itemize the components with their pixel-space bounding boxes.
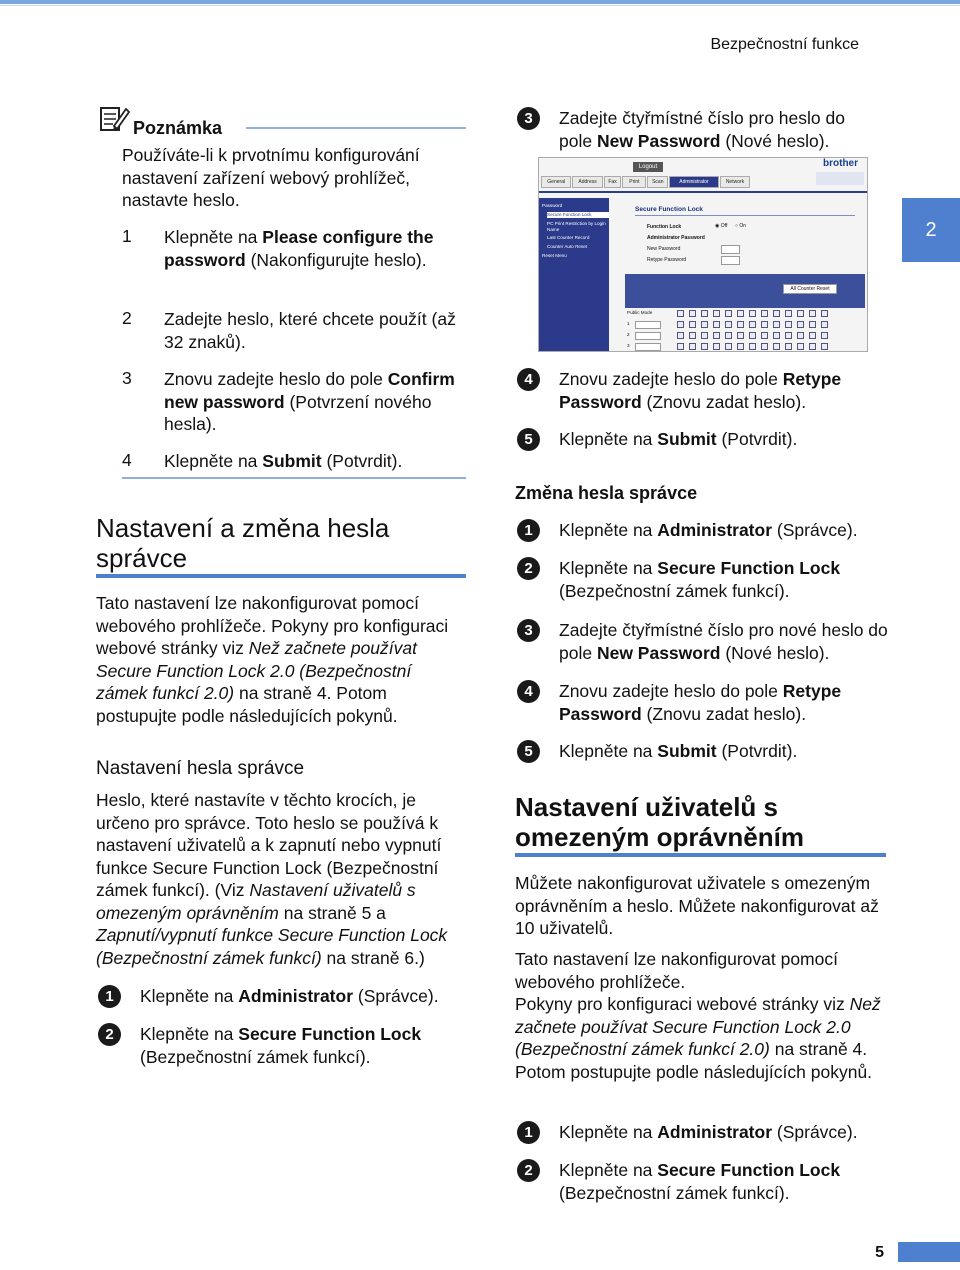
screenshot-checkbox (785, 321, 792, 328)
screenshot-checkbox (773, 321, 780, 328)
note-bottom-rule (122, 477, 466, 479)
note-icon (98, 104, 130, 139)
screenshot-checkbox (701, 332, 708, 339)
screenshot-checkbox (677, 343, 684, 350)
screenshot-tab: Address (572, 176, 602, 188)
step-number-badge: 2 (517, 557, 540, 580)
screenshot-row-label: Public Mode (627, 310, 653, 315)
screenshot-checkbox (713, 332, 720, 339)
step-text: Klepněte na Administrator (Správce). (559, 1122, 858, 1142)
note-step-text: Klepněte na Please configure the password (Nakonfigurujte heslo). (164, 227, 434, 270)
note-step-number: 1 (122, 226, 132, 246)
subsection-title-set-admin-password: Nastavení hesla správce (96, 758, 305, 779)
screenshot-menu-item: Counter Auto Reset (547, 244, 588, 249)
screenshot-tab: Scan (647, 176, 668, 188)
brand-logo: brother (823, 158, 858, 169)
screenshot-checkbox (701, 310, 708, 317)
screenshot-tab: Administrator (669, 176, 719, 188)
screenshot-checkbox (761, 332, 768, 339)
note-title: Poznámka (133, 118, 223, 138)
screenshot-menu-item: Reset Menu (542, 253, 567, 258)
screenshot-checkbox (689, 343, 696, 350)
screenshot-checkbox (677, 332, 684, 339)
note-step-number: 2 (122, 308, 132, 328)
screenshot-checkbox (809, 332, 816, 339)
screenshot-checkbox (785, 332, 792, 339)
step-number-badge: 5 (517, 740, 540, 763)
section2-paragraph-2: Tato nastavení lze nakonfigurovat pomocí webového prohlížeče. Pokyny pro konfiguraci webové stránky viz Než začnete používat Secure Function Lock 2.0 (Bezpečnostní zámek funkcí 2.0) na straně 4. Potom postupujte podle následujících pokynů. (515, 949, 881, 1082)
screenshot-panel-title: Secure Function Lock (635, 206, 703, 213)
section-title-rule (96, 574, 466, 578)
step-number-badge: 1 (517, 1121, 540, 1144)
step-number-badge: 1 (98, 985, 121, 1008)
screenshot-tab-rule (539, 191, 867, 193)
screenshot-checkbox (677, 310, 684, 317)
screenshot-tab: General (541, 176, 571, 188)
note-step-number: 4 (122, 450, 132, 470)
step-text: Znovu zadejte heslo do pole Retype Password (Znovu zadat heslo). (559, 369, 842, 412)
screenshot-checkbox (713, 310, 720, 317)
section1-paragraph: Tato nastavení lze nakonfigurovat pomocí webového prohlížeče. Pokyny pro konfiguraci webové stránky viz Než začnete používat Secure Function Lock 2.0 (Bezpečnostní zámek funkcí 2.0) na straně 4. Potom postupujte podle následujících pokynů. (96, 593, 449, 726)
chapter-tab: 2 (902, 198, 960, 262)
screenshot-checkbox (785, 343, 792, 350)
screenshot-checkbox (737, 310, 744, 317)
screenshot-checkbox (797, 332, 804, 339)
step-number-badge: 1 (517, 519, 540, 542)
screenshot-option-on: ○ On (735, 223, 747, 229)
step-text: Klepněte na Administrator (Správce). (559, 520, 858, 540)
screenshot-checkbox (725, 343, 732, 350)
screenshot-checkbox (773, 343, 780, 350)
screenshot-checkbox (701, 343, 708, 350)
step-text: Klepněte na Secure Function Lock (Bezpečnostní zámek funkcí). (559, 1160, 841, 1203)
page-number-tab (898, 1242, 960, 1262)
screenshot-checkbox (725, 321, 732, 328)
step-text: Znovu zadejte heslo do pole Retype Password (Znovu zadat heslo). (559, 681, 842, 724)
section2-paragraph-1: Můžete nakonfigurovat uživatele s omezeným oprávněním a heslo. Můžete nakonfigurovat až 10 uživatelů. (515, 873, 879, 938)
step-number-badge: 3 (517, 107, 540, 130)
screenshot-checkbox (821, 343, 828, 350)
screenshot-field-label: Function Lock (647, 224, 682, 230)
note-step-text: Klepněte na Submit (Potvrdit). (164, 451, 403, 471)
screenshot-checkbox (749, 310, 756, 317)
screenshot-menu-item: Password (542, 203, 563, 208)
screenshot-checkbox (737, 321, 744, 328)
step-text: Klepněte na Secure Function Lock (Bezpečnostní zámek funkcí). (559, 558, 841, 601)
screenshot-field-label: New Password (647, 246, 681, 252)
screenshot-checkbox (725, 310, 732, 317)
note-intro: Používáte-li k prvotnímu konfigurování nastavení zařízení webový prohlížeč, nastavte heslo. (122, 145, 420, 210)
screenshot-checkbox (749, 343, 756, 350)
screenshot-field-label: Administrator Password (647, 235, 705, 241)
screenshot-checkbox (749, 321, 756, 328)
logout-button: Logout (633, 162, 663, 172)
screenshot-checkbox (821, 332, 828, 339)
screenshot-row-label: 3 (627, 343, 630, 348)
screenshot-tab: Fax (604, 176, 622, 188)
screenshot-checkbox (821, 321, 828, 328)
web-config-screenshot (538, 157, 868, 352)
screenshot-checkbox (737, 343, 744, 350)
step-number-badge: 5 (517, 428, 540, 451)
step-text: Klepněte na Submit (Potvrdit). (559, 429, 798, 449)
section-title-restricted-users: Nastavení uživatelů s omezeným oprávněním (515, 792, 804, 852)
solutions-center-badge (816, 172, 864, 185)
screenshot-checkbox (809, 321, 816, 328)
section2-title-rule (515, 853, 886, 857)
note-step-number: 3 (122, 368, 132, 388)
screenshot-field-label: Retype Password (647, 257, 687, 263)
screenshot-checkbox (713, 321, 720, 328)
note-step-text: Zadejte heslo, které chcete použít (až 32 znaků). (164, 309, 456, 352)
step-number-badge: 3 (517, 619, 540, 642)
step-number-badge: 4 (517, 680, 540, 703)
screenshot-retype-password-input (721, 256, 740, 265)
note-step-text: Znovu zadejte heslo do pole Confirm new password (Potvrzení nového hesla). (164, 369, 455, 434)
screenshot-checkbox (749, 332, 756, 339)
step-number-badge: 2 (517, 1159, 540, 1182)
subsection1-paragraph: Heslo, které nastavíte v těchto krocích, je určeno pro správce. Toto heslo se používá k nastavení uživatelů a k zapnutí nebo vypnutí funkce Secure Function Lock (Bezpečnostní zámek funkcí). (Viz Nastavení uživatelů s omezeným oprávněním na straně 5 a Zapnutí/vypnutí funkce Secure Function Lock (Bezpečnostní zámek funkcí) na straně 6.) (96, 790, 448, 968)
screenshot-checkbox (725, 332, 732, 339)
screenshot-tab: Network (720, 176, 750, 188)
screenshot-checkbox (821, 310, 828, 317)
screenshot-checkbox (809, 343, 816, 350)
step-number-badge: 4 (517, 368, 540, 391)
running-header: Bezpečnostní funkce (710, 36, 859, 53)
screenshot-new-password-input (721, 245, 740, 254)
screenshot-checkbox (737, 332, 744, 339)
screenshot-checkbox (797, 343, 804, 350)
step-number-badge: 2 (98, 1023, 121, 1046)
top-rule-thin (0, 5, 960, 6)
screenshot-checkbox (773, 310, 780, 317)
screenshot-row-label: 1 (627, 321, 630, 326)
step-text: Klepněte na Secure Function Lock (Bezpečnostní zámek funkcí). (140, 1024, 422, 1067)
screenshot-menu-item: Secure Function Lock (547, 212, 609, 218)
screenshot-checkbox (689, 321, 696, 328)
screenshot-checkbox (689, 310, 696, 317)
screenshot-counter-reset-button: All Counter Reset (783, 284, 837, 294)
screenshot-option-off: ◉ Off (715, 223, 728, 229)
screenshot-row-input (635, 343, 661, 351)
screenshot-checkbox (761, 343, 768, 350)
note-title-rule (246, 127, 466, 129)
screenshot-tab-bar (539, 176, 809, 187)
screenshot-checkbox (785, 310, 792, 317)
screenshot-checkbox (797, 310, 804, 317)
step-text: Klepněte na Submit (Potvrdit). (559, 741, 798, 761)
screenshot-row-input (635, 332, 661, 340)
step-text: Zadejte čtyřmístné číslo pro nové heslo do pole New Password (Nové heslo). (559, 620, 888, 663)
screenshot-checkbox (809, 310, 816, 317)
screenshot-panel-rule (635, 215, 855, 216)
screenshot-checkbox (761, 310, 768, 317)
step-text: Zadejte čtyřmístné číslo pro heslo do pole New Password (Nové heslo). (559, 108, 845, 151)
screenshot-checkbox (689, 332, 696, 339)
screenshot-checkbox (797, 321, 804, 328)
screenshot-checkbox (701, 321, 708, 328)
screenshot-tab: Print (622, 176, 646, 188)
step-text: Klepněte na Administrator (Správce). (140, 986, 439, 1006)
screenshot-row-input (635, 321, 661, 329)
screenshot-side-menu (539, 198, 609, 351)
screenshot-checkbox (761, 321, 768, 328)
top-rule (0, 0, 960, 4)
screenshot-checkbox (677, 321, 684, 328)
screenshot-menu-item: PC Print Restriction by Login Name (547, 221, 606, 232)
subsection-title-change-admin-password: Změna hesla správce (515, 483, 698, 503)
screenshot-menu-item: Last Counter Record (547, 235, 590, 240)
page-number: 5 (875, 1244, 884, 1261)
section-title-admin-password: Nastavení a změna hesla správce (96, 513, 390, 573)
screenshot-row-label: 2 (627, 332, 630, 337)
screenshot-checkbox (713, 343, 720, 350)
screenshot-checkbox (773, 332, 780, 339)
